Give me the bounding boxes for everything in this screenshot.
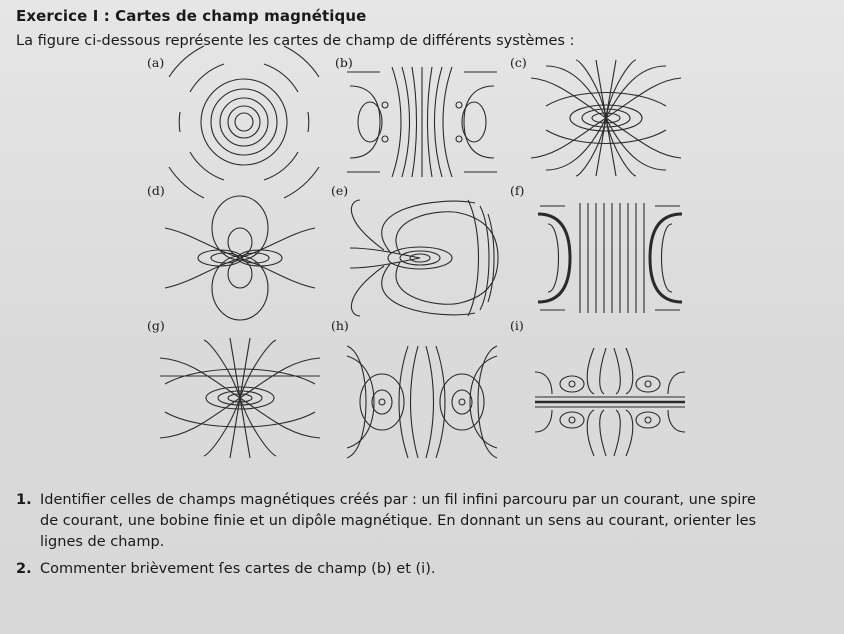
label-g: (g) — [147, 318, 165, 333]
exercise-title: Exercice I : Cartes de champ magnétique — [16, 7, 367, 25]
question-1-line-3: lignes de champ. — [40, 534, 165, 550]
map-a — [169, 46, 319, 198]
label-b: (b) — [335, 55, 353, 70]
map-e — [350, 200, 498, 316]
question-1 — [16, 490, 831, 553]
label-a: (a) — [147, 55, 165, 70]
question-2 — [16, 559, 831, 580]
question-2-number: 2. — [16, 561, 32, 577]
map-h — [347, 346, 497, 458]
question-1-line-2: de courant, une bobine finie et un dipôle magnétique. En donnant un sens au courant, orienter les — [40, 513, 757, 529]
map-b — [347, 67, 497, 177]
label-e: (e) — [331, 183, 349, 198]
question-1-line-1: Identifier celles de champs magnétiques créés par : un fil infini parcouru par un courant, une spire — [40, 492, 756, 508]
map-d — [165, 196, 315, 320]
label-h: (h) — [331, 318, 349, 333]
label-c: (c) — [510, 55, 527, 70]
question-2-line-1: Commenter brièvement ſes cartes de champ (b) et (i). — [40, 561, 436, 577]
label-i: (i) — [510, 318, 524, 333]
exercise-intro: La figure ci-dessous représente les cartes de champ de différents systèmes : — [16, 33, 575, 49]
question-1-number: 1. — [16, 492, 32, 508]
label-d: (d) — [147, 183, 165, 198]
map-c — [531, 60, 681, 176]
map-g — [160, 338, 320, 458]
map-f — [538, 203, 682, 313]
map-i — [535, 348, 685, 456]
label-f: (f) — [510, 183, 525, 198]
